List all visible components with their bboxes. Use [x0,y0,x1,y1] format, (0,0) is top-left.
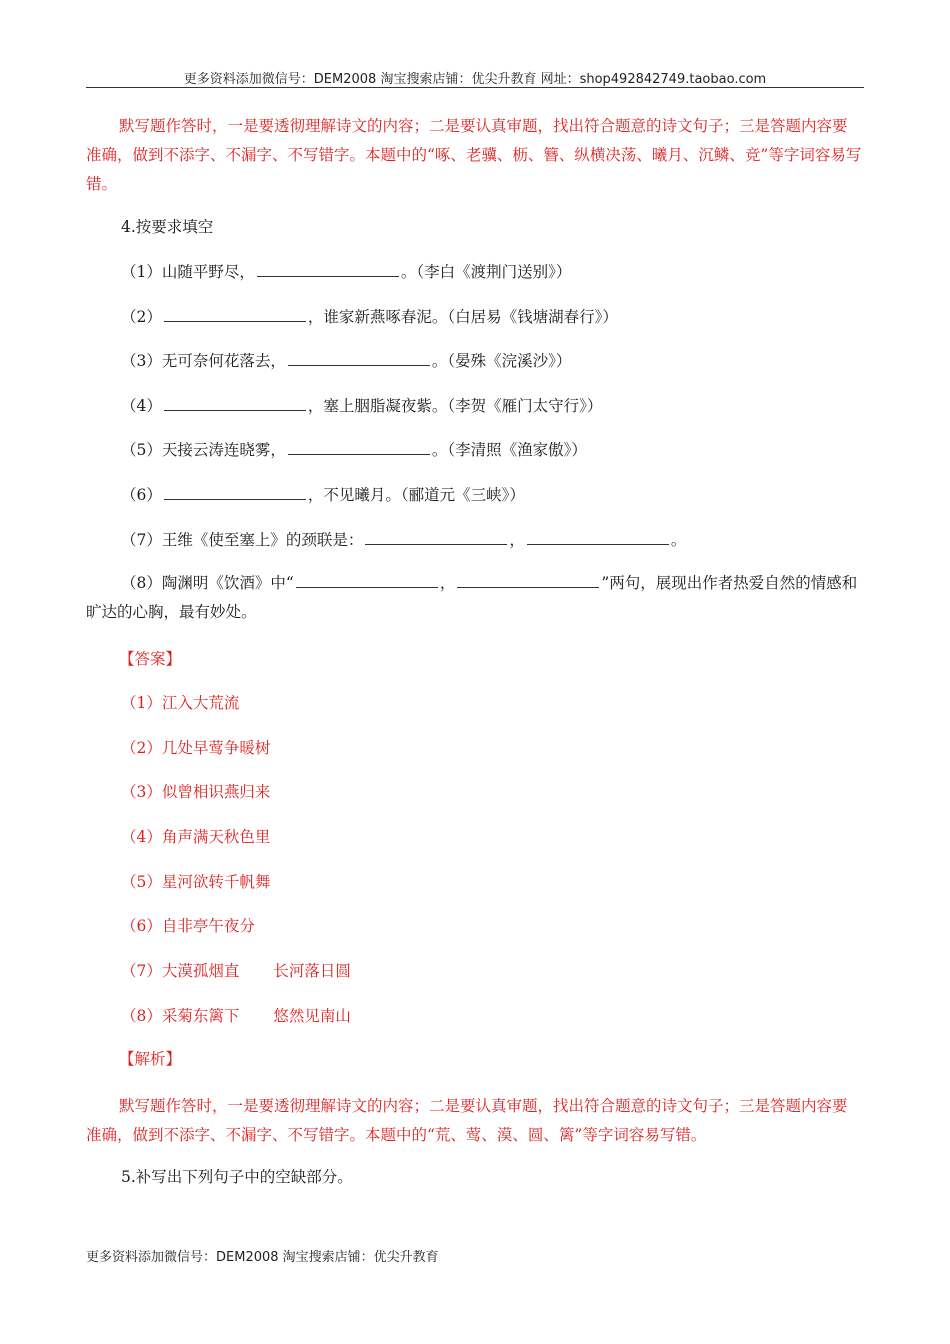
answer-item-5 [121,871,270,893]
answer-number: （5） [121,873,162,891]
answer-item-8 [121,1005,351,1027]
analysis-text: 默写题作答时，一是要透彻理解诗文的内容；二是要认真审题，找出符合题意的诗文句子；三是答题内容要准确，做到不添字、不漏字、不写错字。本题中的“荒、莺、漠、圆、篱”等字词容易写错。 [86,1097,848,1144]
answer-blank[interactable] [288,351,430,366]
item-text-after: 。（晏殊《浣溪沙》） [431,352,572,370]
item-text-before: 天接云涛连晓雾， [161,441,286,459]
question-item-1 [121,261,571,283]
item-number: （2） [121,308,162,326]
item-number: （7） [121,531,162,549]
answer-text: 自非亭午夜分 [161,917,255,935]
item-number: （1） [121,263,162,281]
item-number: （3） [121,352,162,370]
page-header: 更多资料添加微信号：DEM2008 淘宝搜索店铺：优尖升教育 网址：shop492842749.taobao.com [183,72,767,87]
analysis-heading: 【解析】 [119,1050,182,1068]
answer-text: 江入大荒流 [161,694,240,712]
question-4-title: 4.按要求填空 [121,218,214,236]
question-item-7 [121,529,686,551]
item-separator: ， [509,531,525,549]
answer-text: 似曾相识燕归来 [161,783,271,801]
item-text-after: 。（李清照《渔家傲》） [431,441,587,459]
answer-number: （2） [121,739,162,757]
answer-text: 星河欲转千帆舞 [161,873,271,891]
answer-heading: 【答案】 [119,650,182,668]
item-separator: ， [439,574,456,592]
answer-number: （8） [121,1007,162,1025]
item-text-after: ，不见曦月。（郦道元《三峡》） [307,486,525,504]
answer-blank[interactable] [164,396,306,411]
answer-text: 几处早莺争暖树 [161,739,271,757]
answer-number: （1） [121,694,162,712]
answer-number: （3） [121,783,162,801]
answer-text-second: 悠然见南山 [273,1007,351,1025]
item-end: 。 [670,531,687,549]
item-text-before: 山随平野尽， [161,263,255,281]
question-item-8 [86,569,862,627]
answer-text-second: 长河落日圆 [273,962,351,980]
item-text-after: 。（李白《渡荆门送别》） [400,263,572,281]
item-text-after: ，塞上胭脂凝夜紫。（李贺《雁门太守行》） [307,397,603,415]
answer-blank[interactable] [296,573,438,588]
item-text-before: 无可奈何花落去， [161,352,286,370]
answer-item-1 [121,692,239,714]
question-item-4 [121,395,602,417]
header-divider [86,87,864,88]
item-rest: ”两句，展现出作者热爱自然的情感和旷达的心胸，最有妙处。 [86,574,858,621]
answer-blank[interactable] [365,530,507,545]
question-5-title: 5.补写出下列句子中的空缺部分。 [121,1168,353,1186]
answer-text: 角声满天秋色里 [161,828,271,846]
answer-blank[interactable] [164,485,306,500]
question-item-6 [121,484,525,506]
answer-blank[interactable] [527,530,669,545]
answer-item-2 [121,737,270,759]
item-number: （8） [121,574,162,592]
intro-explanation: 默写题作答时，一是要透彻理解诗文的内容；二是要认真审题，找出符合题意的诗文句子；三是答题内容要准确，做到不添字、不漏字、不写错字。本题中的“啄、老骥、枥、簪、纵横决荡、曦月、沉鳞、竞”等字词容易写错。 [86,117,862,193]
answer-blank[interactable] [288,440,430,455]
page-footer: 更多资料添加微信号：DEM2008 淘宝搜索店铺：优尖升教育 [86,1250,439,1265]
answer-blank[interactable] [164,307,306,322]
question-item-3 [121,350,571,372]
item-number: （5） [121,441,162,459]
question-item-2 [121,306,618,328]
item-text: 陶渊明《饮酒》中“ [161,574,294,592]
answer-text: 大漠孤烟直 [161,962,240,980]
answer-item-4 [121,826,270,848]
question-item-5 [121,439,587,461]
answer-item-3 [121,781,270,803]
item-number: （6） [121,486,162,504]
answer-item-6 [121,915,255,937]
answer-item-7 [121,960,351,982]
answer-blank[interactable] [457,573,599,588]
answer-number: （4） [121,828,162,846]
answer-number: （6） [121,917,162,935]
answer-number: （7） [121,962,162,980]
answer-blank[interactable] [257,262,399,277]
item-text-after: ，谁家新燕啄春泥。（白居易《钱塘湖春行》） [307,308,618,326]
answer-text: 采菊东篱下 [161,1007,240,1025]
item-number: （4） [121,397,162,415]
item-text: 王维《使至塞上》的颈联是： [161,531,364,549]
